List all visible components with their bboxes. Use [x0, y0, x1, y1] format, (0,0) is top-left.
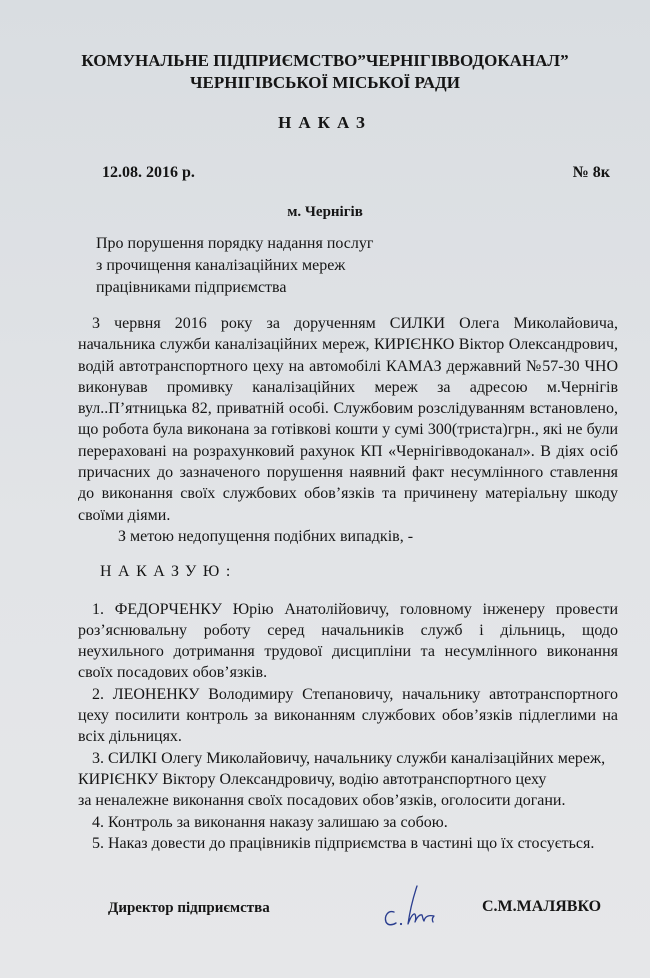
document-title: НАКАЗ	[278, 113, 372, 132]
signatory-role: Директор підприємства	[108, 900, 270, 917]
subject-line: з прочищення каналізаційних мереж	[96, 257, 346, 274]
signature-block	[0, 882, 650, 938]
order-item: 5. Наказ довести до працівників підприємства в частині що їх стосується.	[92, 834, 595, 852]
organization-name-line2: ЧЕРНІГІВСЬКОЇ МІСЬКОЇ РАДИ	[190, 73, 460, 92]
order-body	[78, 313, 618, 854]
order-date: 12.08. 2016 р.	[102, 164, 195, 181]
purpose-paragraph: З метою недопущення подібних випадків, -	[118, 527, 414, 545]
signatory-name: С.М.МАЛЯВКО	[482, 898, 602, 916]
order-subject	[96, 233, 650, 299]
subject-line: працівниками підприємства	[96, 279, 287, 296]
handwritten-signature	[380, 882, 450, 934]
date-number-row	[0, 164, 650, 186]
order-item: 1. ФЕДОРЧЕНКУ Юрію Анатолійовичу, головному інженеру провести роз’яснювальну роботу серед начальників служб і дільниць, щодо неухильного дотримання трудової дисципліни та несумлінного виконання своїх посадових обов’язків.	[78, 600, 618, 682]
preamble-paragraph: 3 червня 2016 року за дорученням СИЛКИ Олега Миколайовича, начальника служби каналізаційних мереж, КИРІЄНКО Віктор Олександрович, водій автотранспортного цеху на автомобілі КАМАЗ державний №57-30 ЧНО виконував промивку каналізаційних мереж за адресою м.Чернігів вул..П’ятницька 82, приватній особі. Службовим розслідуванням встановлено, що робота була виконана за готівкові кошти у сумі 300(триста)грн., які не були перераховані на розрахунковий рахунок КП «Чернігівводоканал». В діях осіб причасних до зазначеного порушення наявний факт несумлінного ставлення до виконання своїх службових обов’язків та причинену матеріальну шкоду своїми діями.	[78, 315, 618, 524]
order-item: 4. Контроль за виконання наказу залишаю за собою.	[92, 813, 448, 831]
order-item-continuation: за неналежне виконання своїх посадових обов’язків, оголосити догани.	[78, 792, 566, 810]
order-item: 2. ЛЕОНЕНКУ Володимиру Степановичу, начальнику автотранспортного цеху посилити контроль за виконанням службових обов’язків підлеглими на всіх дільницях.	[78, 685, 618, 746]
subject-line: Про порушення порядку надання послуг	[96, 235, 374, 252]
order-items	[78, 599, 618, 855]
order-number: № 8к	[572, 164, 610, 181]
organization-name-line1: КОМУНАЛЬНЕ ПІДПРИЄМСТВО”ЧЕРНІГІВВОДОКАНАЛ”	[81, 51, 569, 70]
order-city: м. Чернігів	[287, 204, 363, 220]
order-item: 3. СИЛКІ Олегу Миколайовичу, начальнику служби каналізаційних мереж, КИРІЄНКУ Віктору Олександровичу, водію автотранспортного цеху	[78, 749, 606, 788]
order-heading: НАКАЗУЮ:	[100, 563, 237, 581]
